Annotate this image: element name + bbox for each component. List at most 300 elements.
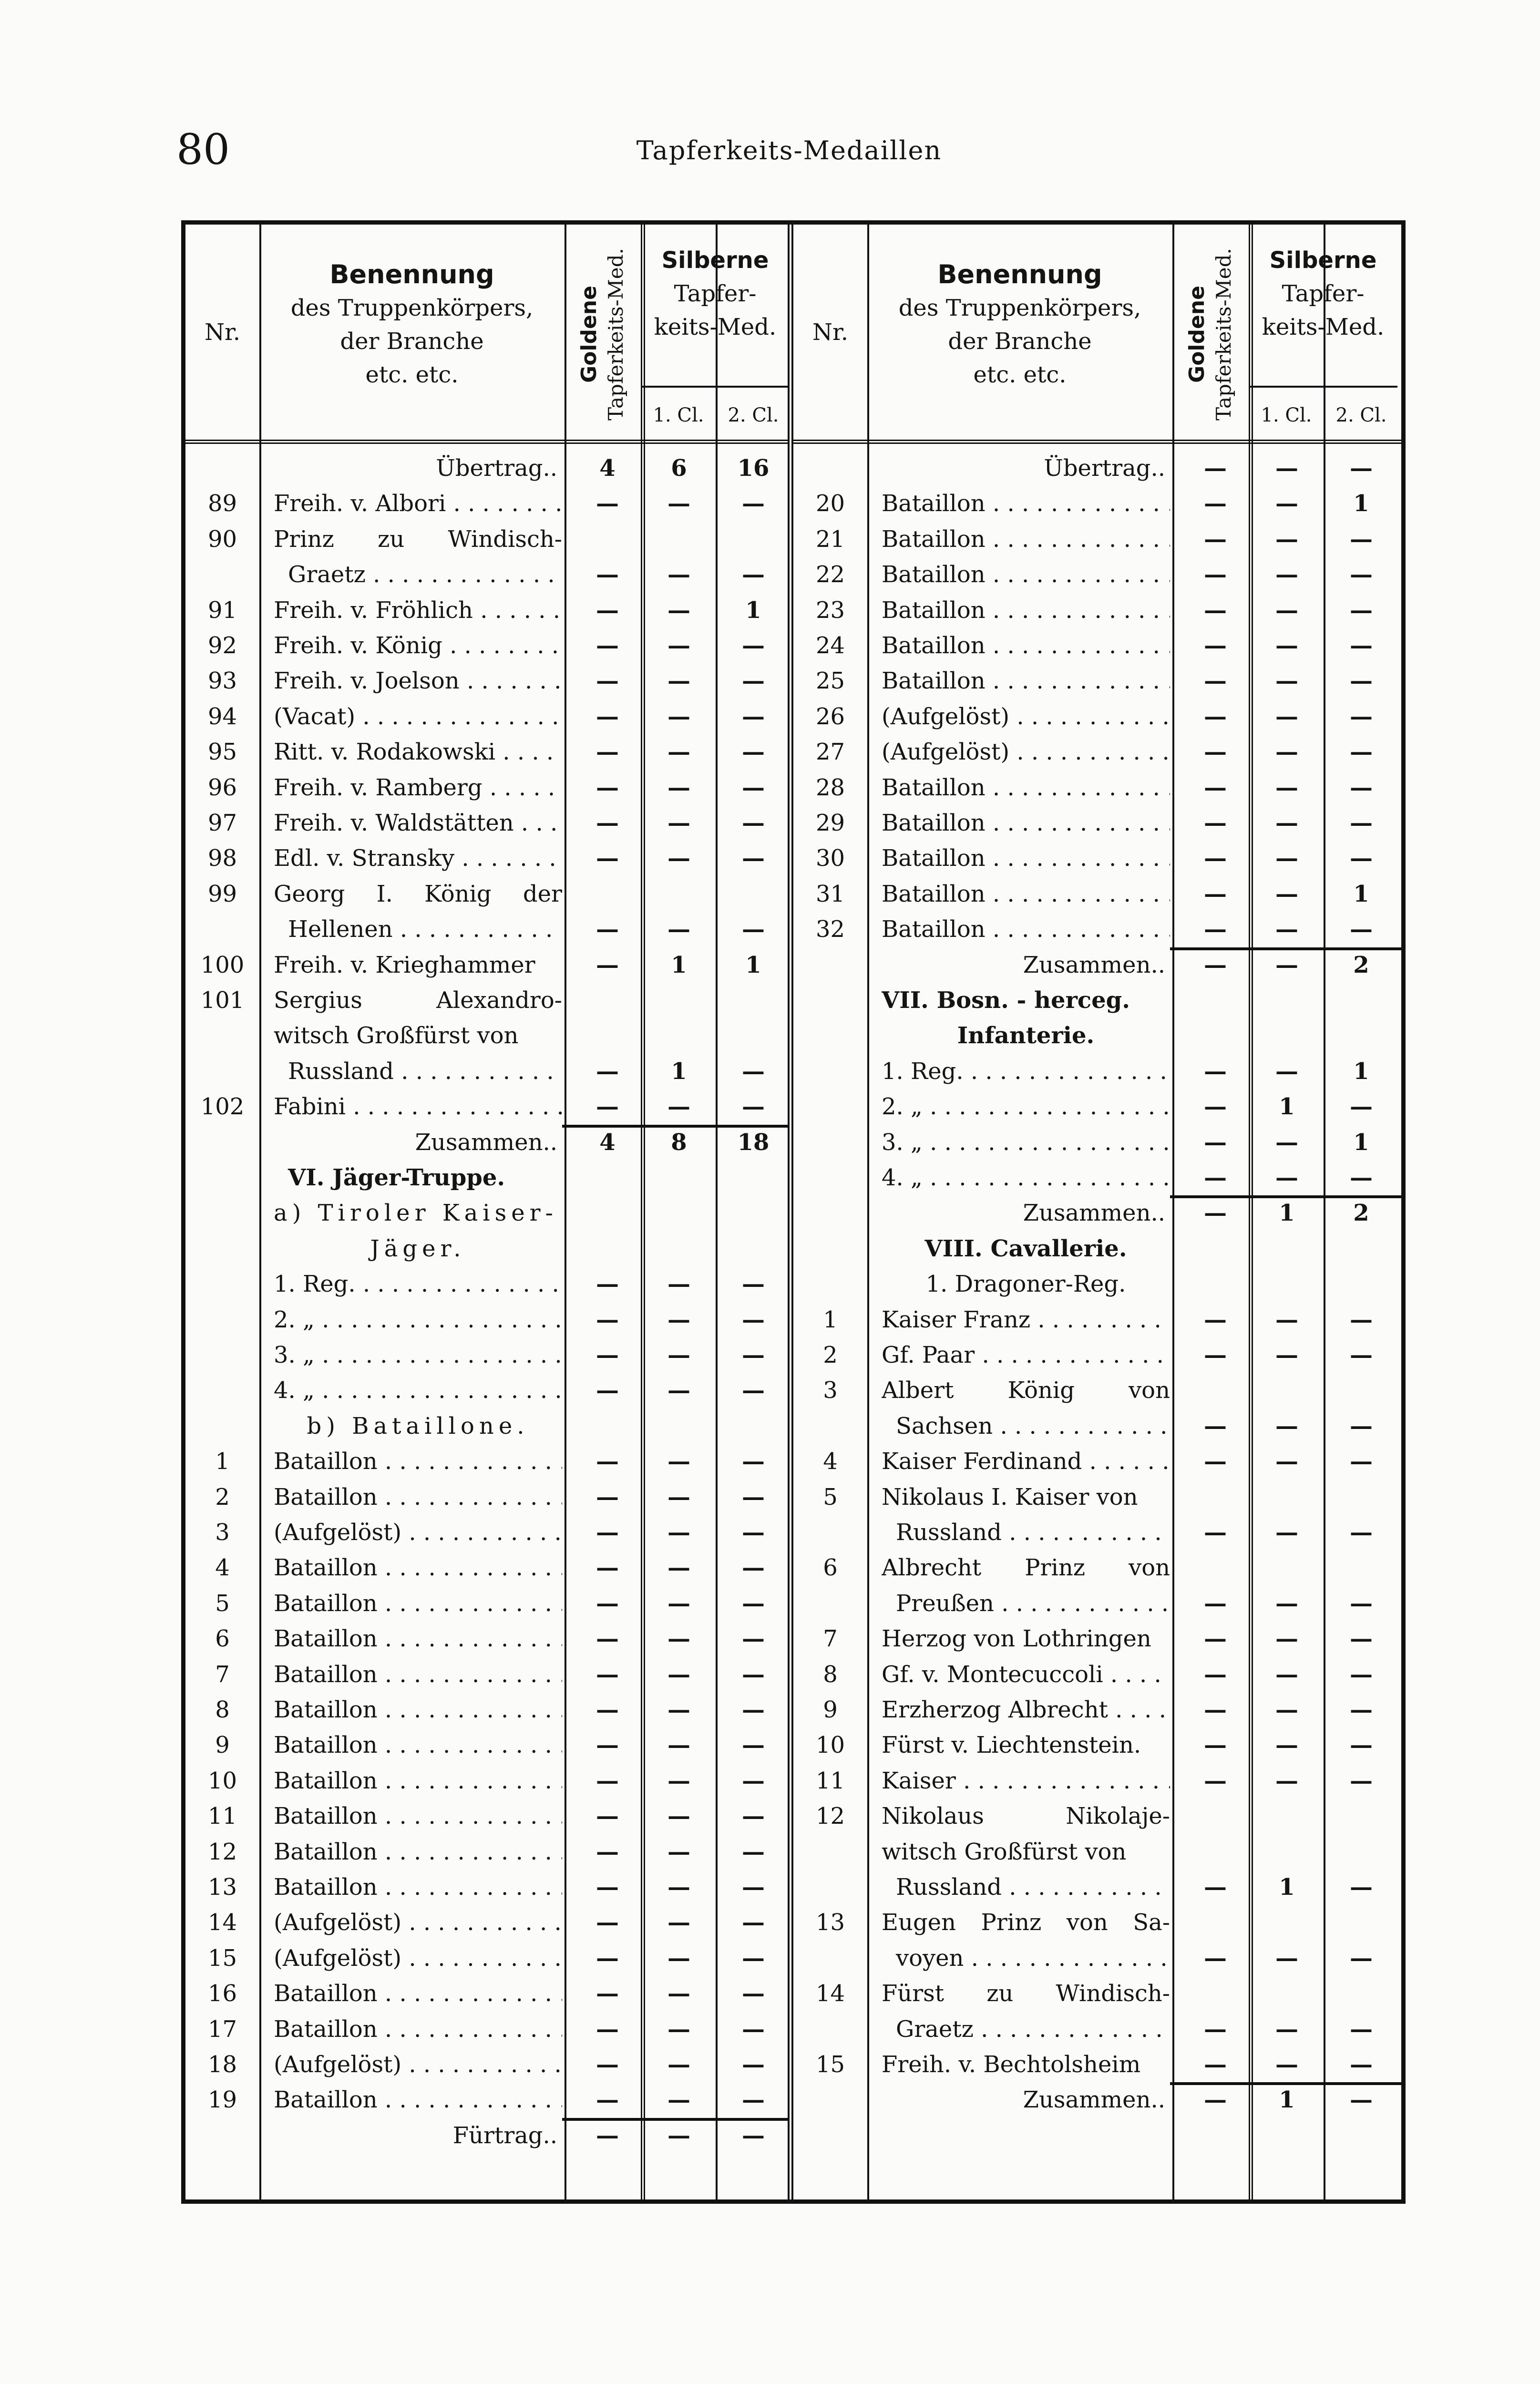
gold-medal-count: — (1204, 2015, 1227, 2043)
gold-medal-count: — (596, 845, 619, 872)
gold-medal-count: — (596, 1093, 619, 1120)
row-label: (Vacat) . . . (274, 699, 562, 734)
silver-1st-class-count: — (667, 1271, 690, 1298)
silver-2nd-class-count: — (1350, 1448, 1373, 1475)
table-row (185, 1798, 788, 1834)
silver-2nd-class-count: — (1350, 596, 1373, 624)
silver-2nd-class-count: — (742, 2086, 765, 2114)
table-row (793, 912, 1401, 947)
row-label: 1. Reg. . . . (274, 1266, 562, 1302)
gold-medal-count: — (596, 916, 619, 943)
table-row (185, 1160, 788, 1195)
silver-1st-class-count: — (667, 1590, 690, 1617)
table-half-right (793, 225, 1401, 2199)
row-label: Russland . . . (274, 1054, 562, 1089)
gold-medal-count: — (1204, 880, 1227, 907)
silver-1st-class-count: — (667, 1874, 690, 1901)
row-number: 5 (823, 1483, 838, 1511)
silver-2nd-class-count: — (1350, 455, 1373, 482)
silver-1st-class-count: 1 (671, 1058, 687, 1085)
table-row (793, 1160, 1401, 1195)
silver-2nd-class-count: — (1350, 1590, 1373, 1617)
row-label: Graetz . . . (882, 2012, 1170, 2047)
table-row (793, 1125, 1401, 1160)
row-number: 26 (815, 703, 845, 730)
row-label: Bataillon . . . (274, 2012, 562, 2047)
table-body (185, 451, 788, 2199)
row-label: (Aufgelöst) . . . (882, 699, 1170, 734)
gold-medal-count: — (596, 1483, 619, 1511)
row-label: Bataillon . . . (882, 486, 1170, 521)
table-row (793, 699, 1401, 734)
row-label: Bataillon . . . (274, 1798, 562, 1834)
gold-medal-count: — (596, 1377, 619, 1404)
row-number: 8 (823, 1661, 838, 1688)
row-label: Edl. v. Stransky . . . (274, 841, 562, 876)
row-label: Georg I. König der (274, 880, 562, 907)
silver-2nd-class-count: — (742, 1838, 765, 1865)
row-number: 1 (215, 1448, 230, 1475)
silver-1st-class-count: — (667, 1554, 690, 1582)
row-label: Freih. v. Krieghammer (274, 951, 535, 978)
row-number: 89 (207, 490, 237, 517)
silver-1st-class-count: — (1275, 596, 1298, 624)
silver-2nd-class-count: — (742, 916, 765, 943)
table-row (793, 1266, 1401, 1302)
silver-2nd-class-count: 1 (1353, 1129, 1369, 1156)
gold-medal-count: — (1204, 596, 1227, 624)
row-number: 100 (200, 951, 245, 978)
header-silberne (641, 244, 790, 344)
silver-1st-class-count: — (667, 1909, 690, 1936)
gold-medal-count: — (1204, 1625, 1227, 1653)
silver-1st-class-count: — (667, 1377, 690, 1404)
row-label: 2. „ . . . (274, 1302, 562, 1337)
silver-2nd-class-count: — (1350, 845, 1373, 872)
gold-medal-count: 4 (599, 1129, 616, 1156)
gold-medal-count: — (1204, 1944, 1227, 1972)
row-number: 94 (207, 703, 237, 730)
row-number: 10 (207, 1767, 237, 1794)
silver-1st-class-count: — (667, 1483, 690, 1511)
silver-1st-class-count: — (1275, 1519, 1298, 1546)
row-label: Fürst v. Liechtenstein. (882, 1732, 1141, 1759)
row-label: Kaiser Franz . . . (882, 1302, 1170, 1337)
silver-1st-class-count: — (1275, 1944, 1298, 1972)
table-row (793, 841, 1401, 876)
silver-2nd-class-count: — (742, 1093, 765, 1120)
gold-medal-count: — (596, 1448, 619, 1475)
header-silberne (1249, 244, 1397, 344)
header-silberne-line: Tapfer- (1282, 280, 1365, 307)
header-nr: Nr. (812, 319, 848, 346)
row-number: 96 (207, 774, 237, 801)
header-nr: Nr. (205, 319, 240, 346)
silver-1st-class-count: — (667, 810, 690, 836)
table-row (185, 1834, 788, 1870)
silver-1st-class-count: — (667, 703, 690, 730)
silver-1st-class-count: — (1275, 561, 1298, 588)
gold-medal-count: — (1204, 1696, 1227, 1723)
header-benennung-line: des Truppenkörpers, (898, 295, 1141, 321)
table-row (185, 2118, 788, 2153)
silver-2nd-class-count: — (1350, 1874, 1373, 1901)
table-row (185, 593, 788, 628)
gold-medal-count: — (1204, 951, 1227, 978)
gold-medal-count: — (596, 1874, 619, 1901)
silver-2nd-class-count: — (742, 632, 765, 659)
row-label: witsch Großfürst von (882, 1838, 1127, 1865)
table-header (793, 225, 1401, 444)
row-number: 14 (815, 1980, 845, 2007)
header-sub-rule (641, 386, 790, 388)
row-label: Bataillon . . . (274, 2082, 562, 2117)
gold-medal-count: — (1204, 561, 1227, 588)
row-label: Freih. v. Albori . . . (274, 486, 562, 521)
table-row (185, 1657, 788, 1692)
table-row (185, 1337, 788, 1373)
table-row (185, 1586, 788, 1621)
row-number: 91 (207, 596, 237, 624)
row-number: 13 (815, 1909, 845, 1936)
header-benennung-line: etc. etc. (365, 361, 459, 388)
row-label: Russland . . . (882, 1870, 1170, 1905)
silver-2nd-class-count: — (1350, 810, 1373, 836)
silver-1st-class-count: 1 (671, 951, 687, 978)
silver-1st-class-count: 8 (671, 1129, 687, 1156)
silver-2nd-class-count: — (742, 1519, 765, 1546)
silver-2nd-class-count: — (1350, 1661, 1373, 1688)
row-number: 15 (207, 1944, 237, 1972)
gold-medal-count: — (596, 1696, 619, 1723)
header-silberne-line: Silberne (1269, 247, 1377, 274)
silver-1st-class-count: — (1275, 880, 1298, 907)
gold-medal-count: — (596, 1732, 619, 1759)
table-header (185, 225, 788, 444)
silver-2nd-class-count: — (742, 668, 765, 695)
silver-1st-class-count: — (1275, 916, 1298, 943)
silver-1st-class-count: — (667, 2122, 690, 2149)
silver-1st-class-count: — (667, 2086, 690, 2114)
silver-2nd-class-count: — (742, 1661, 765, 1688)
table-row (793, 1444, 1401, 1479)
page-number: 80 (176, 125, 230, 174)
table-row (185, 912, 788, 947)
table-row (185, 841, 788, 876)
header-goldene-rotated (576, 234, 629, 434)
row-number: 22 (815, 561, 845, 588)
silver-2nd-class-count: — (1350, 1093, 1373, 1120)
row-label: Freih. v. Bechtolsheim (882, 2051, 1141, 2078)
row-number: 95 (207, 739, 237, 766)
row-number: 1 (823, 1306, 838, 1333)
silver-2nd-class-count: — (742, 845, 765, 872)
header-benennung-line: Benennung (937, 259, 1102, 289)
silver-1st-class-count: — (667, 668, 690, 695)
table-row (185, 1266, 788, 1302)
table-row (793, 805, 1401, 841)
row-number: 6 (215, 1625, 230, 1653)
silver-2nd-class-count: — (1350, 1519, 1373, 1546)
row-number: 92 (207, 632, 237, 659)
row-label: Fürtrag.. (452, 2122, 557, 2149)
table-row (793, 451, 1401, 486)
row-label: Bataillon . . . (274, 1727, 562, 1763)
silver-1st-class-count: — (1275, 1696, 1298, 1723)
row-number: 2 (215, 1483, 230, 1511)
row-label: Bataillon . . . (274, 1550, 562, 1585)
row-label: 4. „ . . . (882, 1160, 1170, 1195)
row-label: Jäger. (370, 1235, 466, 1262)
table-row (793, 1054, 1401, 1089)
header-benennung (259, 258, 565, 391)
row-label: 2. „ . . . (882, 1089, 1170, 1124)
header-benennung-line: der Branche (340, 328, 484, 355)
row-label: b) Bataillone. (307, 1412, 529, 1439)
row-label: Nikolaus I. Kaiser von (882, 1483, 1138, 1511)
header-class-2: 2. Cl. (728, 404, 779, 426)
gold-medal-count: — (596, 2086, 619, 2114)
row-label: Bataillon . . . (882, 876, 1170, 912)
table-half-left (185, 225, 793, 2199)
row-label: Bataillon . . . (274, 1976, 562, 2011)
row-label: Russland . . . (882, 1515, 1170, 1550)
header-silberne-line: keits-Med. (1262, 314, 1385, 340)
row-number: 11 (815, 1767, 845, 1794)
row-label: Hellenen . . . (274, 912, 562, 947)
gold-medal-count: — (596, 1554, 619, 1582)
gold-medal-count: — (596, 490, 619, 517)
gold-medal-count: — (1204, 525, 1227, 553)
gold-medal-count: — (596, 1590, 619, 1617)
row-label: Kaiser . . . (882, 1763, 1170, 1798)
silver-2nd-class-count: — (1350, 916, 1373, 943)
header-benennung-line: Benennung (329, 259, 494, 289)
row-label: VIII. Cavallerie. (924, 1235, 1127, 1262)
running-title: Tapferkeits-Medaillen (636, 135, 942, 165)
silver-2nd-class-count: — (742, 774, 765, 801)
silver-1st-class-count: — (1275, 1590, 1298, 1617)
silver-1st-class-count: 1 (1279, 1874, 1295, 1901)
silver-2nd-class-count: 2 (1353, 1200, 1369, 1227)
table-row (185, 1054, 788, 1089)
gold-medal-count: — (1204, 2086, 1227, 2114)
gold-medal-count: — (1204, 1129, 1227, 1156)
row-number: 3 (823, 1377, 838, 1404)
table-row (185, 1905, 788, 1940)
row-label: Sachsen . . . (882, 1408, 1170, 1444)
row-label: (Aufgelöst) . . . (274, 2047, 562, 2082)
silver-2nd-class-count: — (1350, 739, 1373, 766)
gold-medal-count: — (1204, 455, 1227, 482)
header-goldene (1177, 229, 1244, 439)
table-row (793, 1905, 1401, 1940)
header-goldene-line: Tapferkeits-Med. (604, 248, 627, 421)
silver-1st-class-count: — (1275, 1342, 1298, 1368)
table-row (793, 1089, 1401, 1124)
silver-2nd-class-count: 2 (1353, 951, 1369, 978)
silver-2nd-class-count: — (742, 1377, 765, 1404)
silver-1st-class-count: — (1275, 1058, 1298, 1085)
table-row (185, 1870, 788, 1905)
silver-2nd-class-count: — (1350, 2086, 1373, 2114)
row-label: Zusammen.. (1023, 1200, 1165, 1227)
silver-1st-class-count: — (667, 1803, 690, 1830)
silver-2nd-class-count: — (1350, 1696, 1373, 1723)
silver-2nd-class-count: — (742, 1874, 765, 1901)
row-label: Gf. v. Montecuccoli . . . (882, 1657, 1170, 1692)
silver-1st-class-count: — (1275, 1767, 1298, 1794)
gold-medal-count: — (1204, 1874, 1227, 1901)
silver-1st-class-count: — (1275, 1412, 1298, 1439)
gold-medal-count: — (1204, 1412, 1227, 1439)
row-number: 101 (200, 987, 245, 1014)
silver-1st-class-count: — (1275, 1164, 1298, 1191)
row-label: (Aufgelöst) . . . (882, 734, 1170, 770)
row-label: a) Tiroler Kaiser- (274, 1200, 558, 1227)
silver-1st-class-count: — (1275, 525, 1298, 553)
row-number: 28 (815, 774, 845, 801)
table-row (793, 1834, 1401, 1870)
gold-medal-count: — (596, 774, 619, 801)
row-label: 3. „ . . . (274, 1337, 562, 1373)
silver-2nd-class-count: 1 (745, 951, 761, 978)
silver-2nd-class-count: — (1350, 1625, 1373, 1653)
silver-1st-class-count: — (667, 916, 690, 943)
row-label: Bataillon . . . (274, 1763, 562, 1798)
silver-1st-class-count: — (667, 1625, 690, 1653)
row-number: 90 (207, 525, 237, 553)
row-label: Bataillon . . . (274, 1586, 562, 1621)
row-number: 11 (207, 1803, 237, 1830)
gold-medal-count: — (596, 1944, 619, 1972)
table-row (185, 1480, 788, 1515)
silver-1st-class-count: — (667, 490, 690, 517)
table-row (185, 628, 788, 663)
table-row (793, 2082, 1401, 2117)
silver-2nd-class-count: — (742, 1625, 765, 1653)
silver-2nd-class-count: — (742, 2051, 765, 2078)
silver-1st-class-count: — (1275, 739, 1298, 766)
row-number: 4 (215, 1554, 230, 1582)
header-sub-rule (1249, 386, 1397, 388)
table-row (793, 947, 1401, 983)
table-row (185, 876, 788, 912)
silver-2nd-class-count: — (742, 1980, 765, 2007)
row-label: Gf. Paar . . . (882, 1337, 1170, 1373)
table-row (793, 1231, 1401, 1266)
gold-medal-count: — (596, 1767, 619, 1794)
row-number: 4 (823, 1448, 838, 1475)
gold-medal-count: — (596, 1342, 619, 1368)
table-row (185, 1550, 788, 1585)
gold-medal-count: — (596, 1058, 619, 1085)
silver-2nd-class-count: — (1350, 1944, 1373, 1972)
row-label: Bataillon . . . (882, 770, 1170, 805)
row-label: VI. Jäger-Truppe. (288, 1164, 505, 1191)
header-class-1: 1. Cl. (1261, 404, 1312, 426)
table-row (185, 1976, 788, 2011)
silver-1st-class-count: — (1275, 2051, 1298, 2078)
gold-medal-count: — (1204, 2051, 1227, 2078)
silver-2nd-class-count: — (742, 1448, 765, 1475)
silver-1st-class-count: — (667, 1093, 690, 1120)
gold-medal-count: — (1204, 1767, 1227, 1794)
gold-medal-count: — (596, 1625, 619, 1653)
header-benennung-line: etc. etc. (973, 361, 1067, 388)
gold-medal-count: — (1204, 1342, 1227, 1368)
table-row (185, 1302, 788, 1337)
silver-2nd-class-count: — (1350, 668, 1373, 695)
row-label: Eugen Prinz von Sa- (882, 1909, 1170, 1936)
table-row (793, 770, 1401, 805)
table-row (185, 557, 788, 592)
silver-1st-class-count: — (1275, 1448, 1298, 1475)
gold-medal-count: — (596, 632, 619, 659)
silver-2nd-class-count: 1 (1353, 490, 1369, 517)
silver-1st-class-count: 1 (1279, 2086, 1295, 2114)
header-benennung-line: des Truppenkörpers, (290, 295, 534, 321)
silver-2nd-class-count: — (742, 2122, 765, 2149)
row-label: Bataillon . . . (882, 557, 1170, 592)
row-number: 24 (815, 632, 845, 659)
row-number: 97 (207, 810, 237, 836)
gold-medal-count: — (596, 561, 619, 588)
table-row (793, 2012, 1401, 2047)
silver-1st-class-count: — (1275, 490, 1298, 517)
table-row (793, 1692, 1401, 1727)
silver-1st-class-count: — (667, 1306, 690, 1333)
silver-2nd-class-count: — (742, 1306, 765, 1333)
silver-1st-class-count: — (1275, 703, 1298, 730)
table-row (185, 1763, 788, 1798)
silver-1st-class-count: — (1275, 774, 1298, 801)
row-label: 1. Reg. . . . (882, 1054, 1170, 1089)
silver-2nd-class-count: 1 (1353, 880, 1369, 907)
row-label: Zusammen.. (1023, 2086, 1165, 2114)
gold-medal-count: — (1204, 490, 1227, 517)
table-row (185, 522, 788, 557)
silver-2nd-class-count: — (1350, 525, 1373, 553)
silver-1st-class-count: — (1275, 1306, 1298, 1333)
silver-2nd-class-count: — (742, 1767, 765, 1794)
table-row (185, 1125, 788, 1160)
row-label: Erzherzog Albrecht . . . (882, 1692, 1170, 1727)
row-label: Albert König von (882, 1377, 1170, 1404)
silver-1st-class-count: — (667, 2015, 690, 2043)
row-label: Übertrag.. (1044, 455, 1165, 482)
table-row (185, 947, 788, 983)
silver-1st-class-count: — (667, 845, 690, 872)
table-row (793, 1337, 1401, 1373)
gold-medal-count: — (596, 1306, 619, 1333)
table-row (793, 1763, 1401, 1798)
gold-medal-count: — (596, 2051, 619, 2078)
row-label: Infanterie. (957, 1022, 1095, 1049)
row-label: Freih. v. Fröhlich . . . (274, 593, 562, 628)
row-number: 13 (207, 1874, 237, 1901)
row-label: Bataillon . . . (274, 1480, 562, 1515)
table-row (793, 1373, 1401, 1408)
gold-medal-count: — (1204, 1590, 1227, 1617)
silver-1st-class-count: — (1275, 810, 1298, 836)
gold-medal-count: — (596, 668, 619, 695)
gold-medal-count: — (596, 2122, 619, 2149)
silver-2nd-class-count: — (1350, 1732, 1373, 1759)
row-label: Nikolaus Nikolaje- (882, 1803, 1170, 1830)
silver-2nd-class-count: 1 (1353, 1058, 1369, 1085)
silver-2nd-class-count: — (742, 1909, 765, 1936)
